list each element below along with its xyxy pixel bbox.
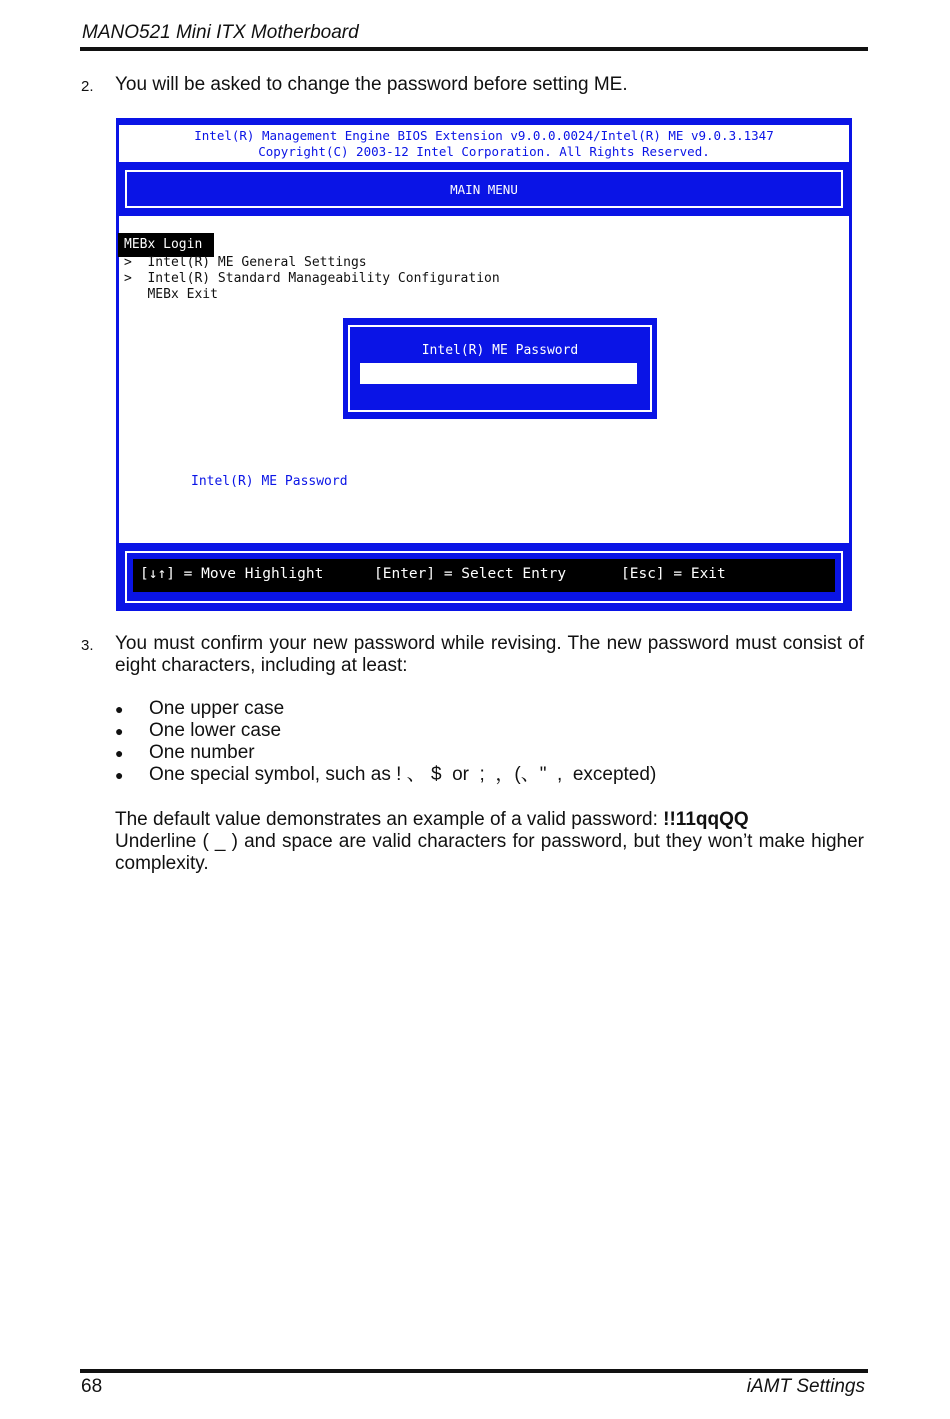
step-number-3: 3.	[81, 637, 94, 654]
bullet-icon: ●	[115, 745, 124, 761]
menu-item-me-general-settings[interactable]: > Intel(R) ME General Settings	[124, 255, 367, 270]
bullet-icon: ●	[115, 767, 124, 783]
menu-item-mebx-exit[interactable]: MEBx Exit	[124, 287, 218, 302]
page-number: 68	[81, 1376, 103, 1397]
running-header-title: MANO521 Mini ITX Motherboard	[82, 22, 359, 43]
dialog-title: Intel(R) ME Password	[421, 343, 579, 358]
bios-copyright-line: Copyright(C) 2003-12 Intel Corporation. All Rights Reserved.	[258, 144, 710, 159]
mebx-screenshot	[116, 118, 852, 611]
key-select-entry: [Enter] = Select Entry	[374, 566, 567, 582]
footer-rule	[80, 1369, 868, 1373]
list-item: ● One upper case	[115, 698, 285, 719]
bios-version-line: Intel(R) Management Engine BIOS Extension v9.0.0.0024/Intel(R) ME v9.0.3.1347	[194, 128, 774, 143]
key-help-bar	[119, 543, 849, 611]
main-menu-bar	[119, 162, 849, 216]
me-password-dialog	[343, 318, 657, 419]
example-password: !!11qqQQ	[663, 809, 749, 830]
bios-top-border	[116, 118, 852, 125]
default-password-note: The default value demonstrates an example of a valid password: !!11qqQQ	[115, 809, 749, 830]
bullet-icon: ●	[115, 723, 124, 739]
me-password-input[interactable]	[360, 363, 637, 384]
underline-space-note: Underline ( _ ) and space are valid characters for password, but they won’t make higher complexity.	[115, 831, 864, 874]
key-move-highlight: [↓↑] = Move Highlight	[140, 566, 324, 582]
mebx-login-item[interactable]: MEBx Login	[118, 233, 214, 257]
bullet-icon: ●	[115, 701, 124, 717]
header-rule	[80, 47, 868, 51]
key-exit: [Esc] = Exit	[621, 566, 726, 582]
list-item: ● One lower case	[115, 720, 282, 741]
menu-item-standard-manageability[interactable]: > Intel(R) Standard Manageability Configuration	[124, 271, 500, 286]
step-3-text: You must confirm your new password while revising. The new password must consist of eight characters, including at least:	[115, 633, 864, 676]
bios-help-text: Intel(R) ME Password	[191, 474, 348, 489]
list-item: ● One number	[115, 742, 255, 763]
password-requirements-list	[115, 698, 656, 786]
step-number-2: 2.	[81, 78, 94, 95]
main-menu-title: MAIN MENU	[125, 170, 843, 208]
list-item: ● One special symbol, such as ! 、 $ or ; ，(、" , excepted)	[115, 764, 657, 785]
footer-section-title: iAMT Settings	[746, 1376, 865, 1397]
step-2-text: You will be asked to change the password before setting ME.	[115, 74, 628, 95]
